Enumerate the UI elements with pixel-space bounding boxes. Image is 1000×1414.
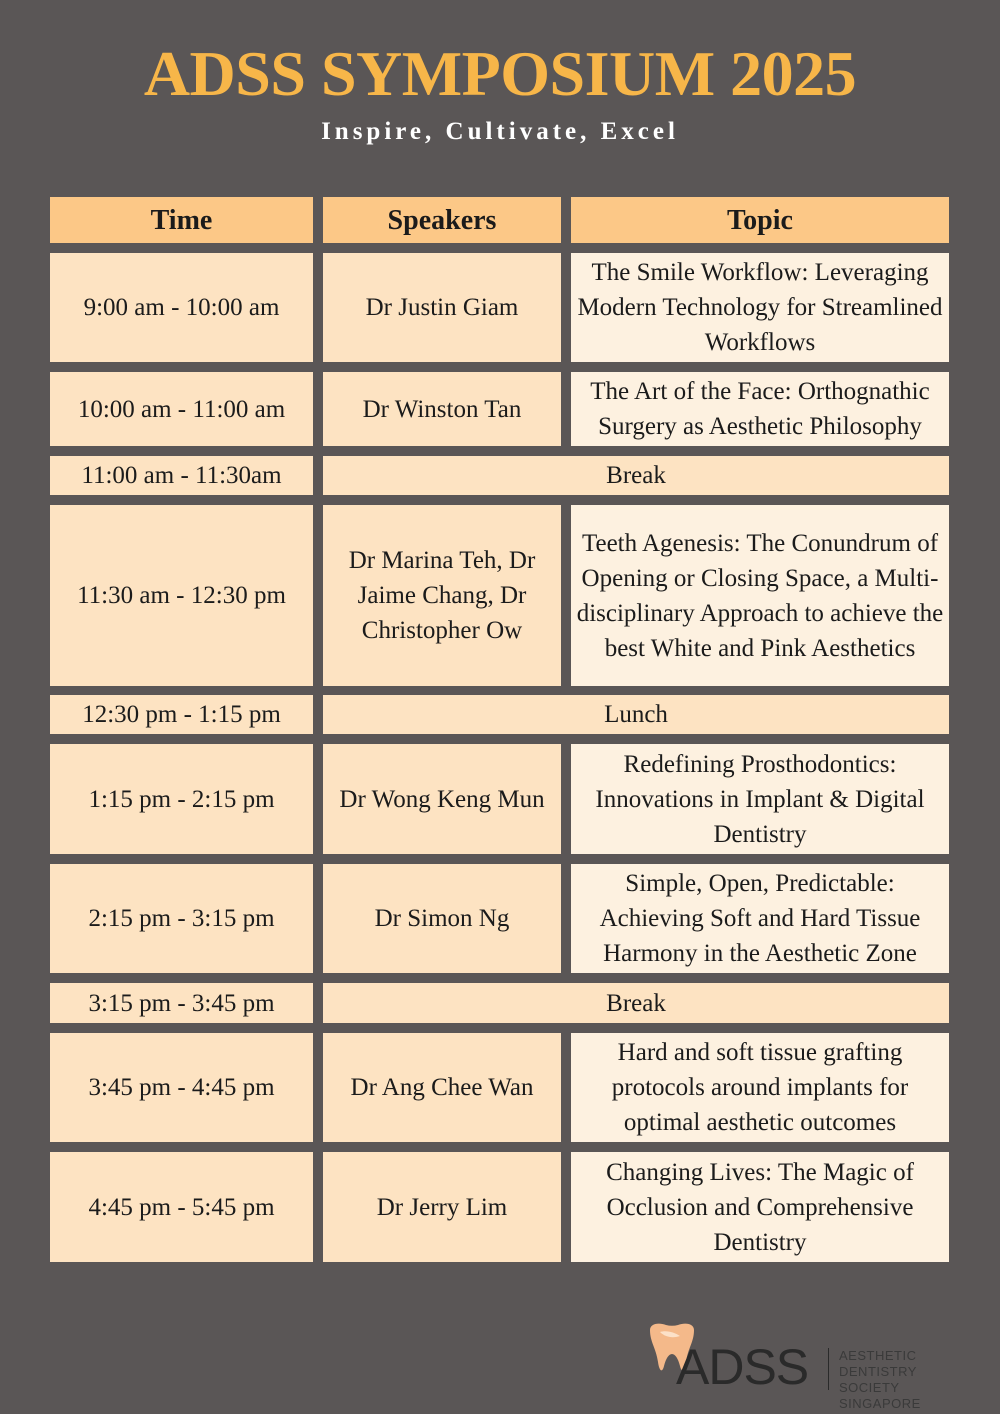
topic-cell: The Art of the Face: Orthognathic Surgery as Aesthetic Philosophy [571, 372, 949, 446]
lunch-cell: Lunch [323, 695, 949, 734]
time-cell: 3:45 pm - 4:45 pm [50, 1033, 313, 1142]
time-cell: 3:15 pm - 3:45 pm [50, 983, 313, 1023]
time-cell: 9:00 am - 10:00 am [50, 253, 313, 362]
topic-cell: Hard and soft tissue grafting protocols around implants for optimal aesthetic outcomes [571, 1033, 949, 1142]
break-cell: Break [323, 983, 949, 1023]
adss-logo [640, 1318, 985, 1411]
page-title: ADSS SYMPOSIUM 2025 [143, 38, 857, 109]
logo-subtext [839, 1348, 985, 1412]
speaker-cell: Dr Jerry Lim [323, 1152, 561, 1262]
time-cell: 1:15 pm - 2:15 pm [50, 744, 313, 854]
column-header-topic: Topic [571, 197, 949, 243]
time-cell: 4:45 pm - 5:45 pm [50, 1152, 313, 1262]
break-cell: Break [323, 456, 949, 495]
time-cell: 11:30 am - 12:30 pm [50, 505, 313, 686]
column-header-time: Time [50, 197, 313, 243]
speaker-cell: Dr Simon Ng [323, 864, 561, 973]
speaker-cell: Dr Ang Chee Wan [323, 1033, 561, 1142]
time-cell: 10:00 am - 11:00 am [50, 372, 313, 446]
time-cell: 2:15 pm - 3:15 pm [50, 864, 313, 973]
logo-wordmark: ADSS [676, 1339, 809, 1395]
speaker-cell: Dr Wong Keng Mun [323, 744, 561, 854]
topic-cell: Changing Lives: The Magic of Occlusion and Comprehensive Dentistry [571, 1152, 949, 1262]
topic-cell: Redefining Prosthodontics: Innovations in Implant & Digital Dentistry [571, 744, 949, 854]
speaker-cell: Dr Marina Teh, Dr Jaime Chang, Dr Christopher Ow [323, 505, 561, 686]
speaker-cell: Dr Justin Giam [323, 253, 561, 362]
column-header-speakers: Speakers [323, 197, 561, 243]
logo-text-line-1: AESTHETIC DENTISTRY [839, 1348, 917, 1379]
logo-text-line-2: SOCIETY SINGAPORE [839, 1380, 921, 1411]
logo-divider [828, 1348, 829, 1390]
topic-cell: Simple, Open, Predictable: Achieving Soft and Hard Tissue Harmony in the Aesthetic Zone [571, 864, 949, 973]
topic-cell: Teeth Agenesis: The Conundrum of Opening or Closing Space, a Multi-disciplinary Approach to achieve the best White and Pink Aesthetics [571, 505, 949, 686]
page-subtitle: Inspire, Cultivate, Excel [321, 118, 679, 145]
time-cell: 12:30 pm - 1:15 pm [50, 695, 313, 734]
speaker-cell: Dr Winston Tan [323, 372, 561, 446]
time-cell: 11:00 am - 11:30am [50, 456, 313, 495]
topic-cell: The Smile Workflow: Leveraging Modern Technology for Streamlined Workflows [571, 253, 949, 362]
